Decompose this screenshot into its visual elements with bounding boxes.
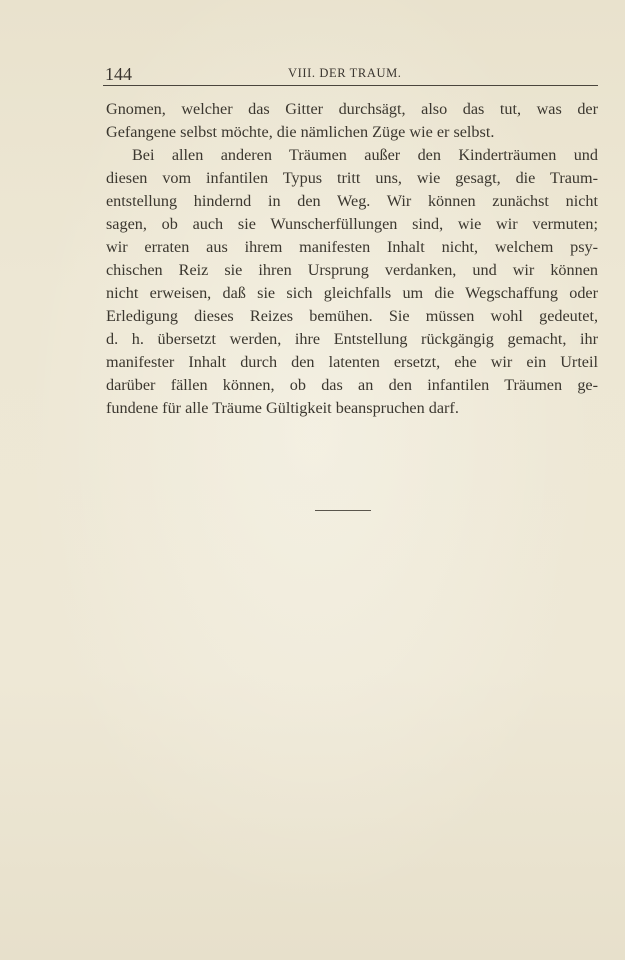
body-text (106, 98, 598, 420)
text-line: diesen vom infantilen Typus tritt uns, wie gesagt, die Traum- (106, 169, 598, 187)
text-line: manifester Inhalt durch den latenten ersetzt, ehe wir ein Urteil (106, 353, 598, 371)
header-rule (103, 85, 598, 86)
text-line: Erledigung dieses Reizes bemühen. Sie müssen wohl gedeutet, (106, 307, 598, 325)
text-line: nicht erweisen, daß sie sich gleichfalls um die Wegschaffung oder (106, 284, 598, 302)
text-line: Gefangene selbst möchte, die nämlichen Züge wie er selbst. (106, 123, 495, 141)
section-end-rule (315, 510, 371, 511)
text-line: fundene für alle Träume Gültigkeit beanspruchen darf. (106, 399, 459, 417)
text-line: sagen, ob auch sie Wunscherfüllungen sind, wie wir vermuten; (106, 215, 598, 233)
page-header (103, 60, 598, 84)
running-head: VIII. DER TRAUM. (288, 66, 402, 80)
text-line: Gnomen, welcher das Gitter durchsägt, also das tut, was der (106, 100, 598, 118)
text-line: darüber fällen können, ob das an den infantilen Träumen ge- (106, 376, 598, 394)
page-number: 144 (105, 64, 132, 84)
paragraph-start-line: Bei allen anderen Träumen außer den Kinderträumen und (132, 146, 598, 164)
text-line: d. h. übersetzt werden, ihre Entstellung rückgängig gemacht, ihr (106, 330, 598, 348)
text-line: wir erraten aus ihrem manifesten Inhalt nicht, welchem psy- (106, 238, 598, 256)
text-line: chischen Reiz sie ihren Ursprung verdanken, und wir können (106, 261, 598, 279)
text-line: entstellung hindernd in den Weg. Wir können zunächst nicht (106, 192, 598, 210)
